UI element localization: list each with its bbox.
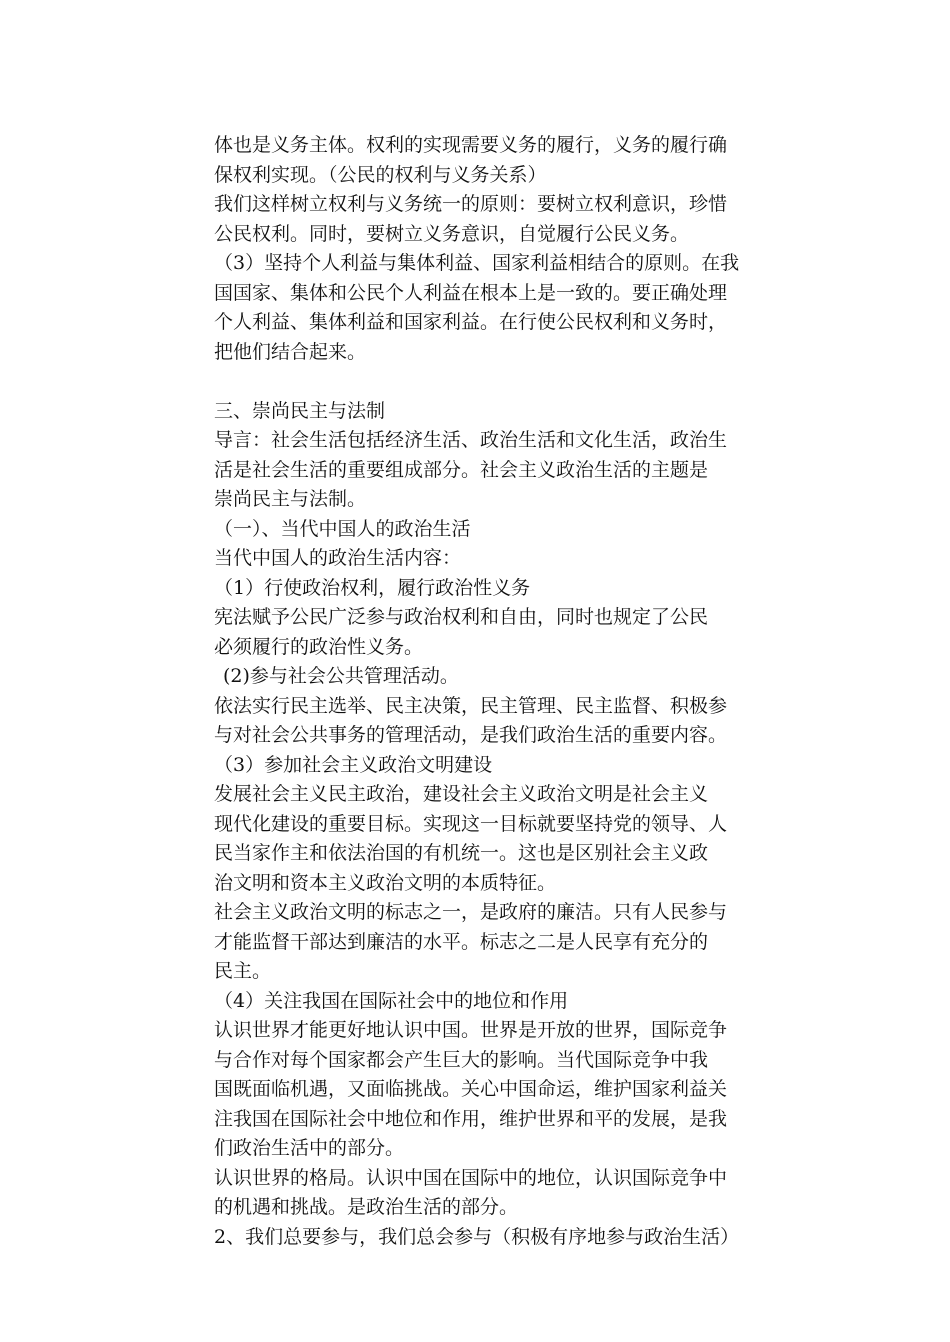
blank-line bbox=[214, 367, 789, 397]
text-line: 才能监督干部达到廉洁的水平。标志之二是人民享有充分的 bbox=[214, 930, 709, 953]
subsection-heading: （一）、当代中国人的政治生活 bbox=[214, 517, 471, 540]
text-line: 当代中国人的政治生活内容： bbox=[214, 547, 462, 569]
text-line: （3）坚持个人利益与集体利益、国家利益相结合的原则。在我 bbox=[214, 252, 740, 274]
item-heading: (2)参与社会公共管理活动。 bbox=[223, 665, 459, 687]
text-line: 国国家、集体和公民个人利益在根本上是一致的。要正确处理 bbox=[214, 281, 728, 304]
text-line: 与合作对每个国家都会产生巨大的影响。当代国际竞争中我 bbox=[214, 1048, 709, 1071]
text-line: 民当家作主和依法治国的有机统一。这也是区别社会主义政 bbox=[214, 842, 709, 864]
text-line: 我们这样树立权利与义务统一的原则：要树立权利意识，珍惜 bbox=[214, 193, 728, 215]
text-line: 民主。 bbox=[214, 960, 272, 982]
text-line: 认识世界才能更好地认识中国。世界是开放的世界，国际竞争 bbox=[214, 1019, 728, 1041]
item-heading: （1）行使政治权利，履行政治性义务 bbox=[214, 576, 531, 599]
text-line: 现代化建设的重要目标。实现这一目标就要坚持党的领导、人 bbox=[214, 812, 728, 835]
text-line: 与对社会公共事务的管理活动，是我们政治生活的重要内容。 bbox=[214, 724, 728, 746]
text-line: 认识世界的格局。认识中国在国际中的地位，认识国际竞争中 bbox=[214, 1166, 728, 1189]
section-heading: 三、崇尚民主与法制 bbox=[214, 399, 386, 422]
text-line: 治文明和资本主义政治文明的本质特征。 bbox=[214, 871, 557, 894]
text-line: 依法实行民主选举、民主决策，民主管理、民主监督、积极参 bbox=[214, 694, 728, 717]
text-line: 体也是义务主体。权利的实现需要义务的履行，义务的履行确 bbox=[214, 134, 728, 156]
text-line: 注我国在国际社会中地位和作用，维护世界和平的发展，是我 bbox=[214, 1107, 728, 1130]
text-line: 个人利益、集体利益和国家利益。在行使公民权利和义务时， bbox=[214, 311, 728, 333]
text-line: 活是社会生活的重要组成部分。社会主义政治生活的主题是 bbox=[214, 458, 709, 481]
text-line: 导言：社会生活包括经济生活、政治生活和文化生活，政治生 bbox=[214, 429, 728, 451]
text-line: 社会主义政治文明的标志之一，是政府的廉洁。只有人民参与 bbox=[214, 901, 728, 923]
text-line: 保权利实现。（公民的权利与义务关系） bbox=[214, 163, 547, 186]
document-body bbox=[214, 131, 789, 1252]
item-heading: （4）关注我国在国际社会中的地位和作用 bbox=[214, 989, 569, 1012]
text-line: 宪法赋予公民广泛参与政治权利和自由，同时也规定了公民 bbox=[214, 606, 709, 628]
text-line: 把他们结合起来。 bbox=[214, 340, 367, 363]
text-line: 们政治生活中的部分。 bbox=[214, 1137, 405, 1159]
text-line: 发展社会主义民主政治，建设社会主义政治文明是社会主义 bbox=[214, 783, 709, 805]
text-line: 公民权利。同时，要树立义务意识，自觉履行公民义务。 bbox=[214, 222, 690, 245]
text-line: 的机遇和挑战。是政治生活的部分。 bbox=[214, 1196, 519, 1218]
text-line: 国既面临机遇，又面临挑战。关心中国命运，维护国家利益关 bbox=[214, 1078, 728, 1100]
text-line: 2、我们总要参与，我们总会参与（积极有序地参与政治生活） bbox=[214, 1225, 740, 1248]
text-line: 必须履行的政治性义务。 bbox=[214, 635, 424, 658]
text-line: 崇尚民主与法制。 bbox=[214, 488, 367, 510]
item-heading: （3）参加社会主义政治文明建设 bbox=[214, 753, 493, 776]
